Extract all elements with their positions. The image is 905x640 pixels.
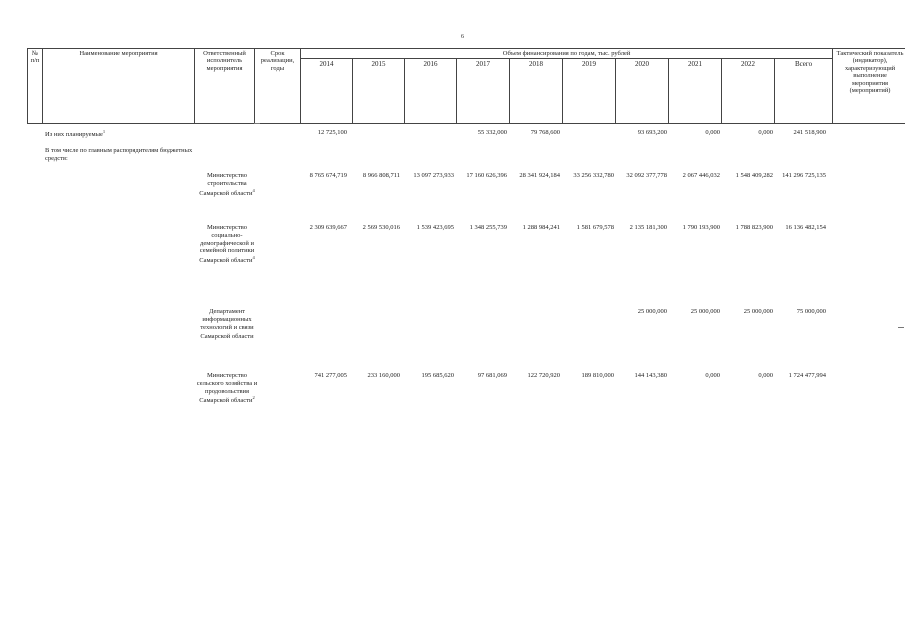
header-executor: Ответственный исполнитель мероприятия xyxy=(195,49,255,124)
year-header: 2020 xyxy=(616,59,669,124)
value-cell: 16 136 482,154 xyxy=(785,224,826,231)
value-cell: 2 309 639,667 xyxy=(309,224,347,231)
value-cell: 1 548 409,282 xyxy=(735,172,773,179)
header-funding: Объем финансирования по годам, тыс. рублей xyxy=(301,49,833,59)
planned-label: Из них планируемые$^1$ xyxy=(45,129,106,139)
value-cell: 8 966 808,711 xyxy=(362,172,400,179)
header-num: № п/п xyxy=(28,49,43,124)
value-cell: 122 720,920 xyxy=(527,372,560,379)
value-cell: 8 765 674,719 xyxy=(309,172,347,179)
year-header: 2022 xyxy=(722,59,775,124)
year-header: 2015 xyxy=(353,59,405,124)
value-cell: 25 000,000 xyxy=(743,308,773,315)
value-cell: 25 000,000 xyxy=(690,308,720,315)
value-cell: 33 256 332,780 xyxy=(573,172,614,179)
header-name: Наименование мероприятия xyxy=(43,49,195,124)
value-cell: 13 097 273,933 xyxy=(413,172,454,179)
value-cell: 0,000 xyxy=(758,372,773,379)
year-header: 2017 xyxy=(457,59,510,124)
year-header: 2021 xyxy=(669,59,722,124)
value-cell: 55 332,000 xyxy=(477,129,507,136)
value-cell: 32 092 377,778 xyxy=(626,172,667,179)
value-cell: 1 348 255,739 xyxy=(469,224,507,231)
budget-label: В том числе по главным распорядителям бюджетных средств: xyxy=(45,147,193,162)
value-cell: 12 725,100 xyxy=(317,129,347,136)
value-cell: 144 143,380 xyxy=(634,372,667,379)
value-cell: 195 685,620 xyxy=(421,372,454,379)
value-cell: 241 518,900 xyxy=(793,129,826,136)
year-header: Всего xyxy=(775,59,833,124)
value-cell: 0,000 xyxy=(705,372,720,379)
value-cell: 1 724 477,994 xyxy=(788,372,826,379)
org-it: Департамент информационных технологий и связи Самарской области xyxy=(200,308,254,341)
header-table xyxy=(27,48,905,124)
year-header: 2014 xyxy=(301,59,353,124)
value-cell: 75 000,000 xyxy=(796,308,826,315)
value-cell: 1 788 823,900 xyxy=(735,224,773,231)
value-cell: 1 288 984,241 xyxy=(522,224,560,231)
value-cell: 2 135 181,300 xyxy=(629,224,667,231)
year-header: 2018 xyxy=(510,59,563,124)
value-cell: 17 160 626,396 xyxy=(466,172,507,179)
value-cell: 141 296 725,135 xyxy=(782,172,826,179)
org-agriculture: Министерство сельского хозяйства и продовольствия Самарской области$^2$ xyxy=(196,372,258,405)
header-period: Срок реализации, годы xyxy=(255,49,301,124)
year-header: 2019 xyxy=(563,59,616,124)
value-cell: 2 067 446,032 xyxy=(682,172,720,179)
value-cell: 1 539 423,695 xyxy=(416,224,454,231)
value-cell: 1 790 193,900 xyxy=(682,224,720,231)
value-cell: 0,000 xyxy=(705,129,720,136)
value-cell: 28 341 924,184 xyxy=(519,172,560,179)
value-cell: 79 768,600 xyxy=(530,129,560,136)
value-cell: 741 277,005 xyxy=(314,372,347,379)
org-construction: Министерство строительства Самарской области$^4$ xyxy=(199,172,255,197)
header-indicator: Тактический показатель (индикатор), характеризующий выполнение мероприятия (мероприятий) xyxy=(833,49,905,124)
value-cell: 189 810,000 xyxy=(581,372,614,379)
year-header: 2016 xyxy=(405,59,457,124)
value-cell: 93 693,200 xyxy=(637,129,667,136)
page-number: 6 xyxy=(461,34,464,40)
value-cell: 25 000,000 xyxy=(637,308,667,315)
value-cell: 0,000 xyxy=(758,129,773,136)
value-cell: 2 569 530,016 xyxy=(362,224,400,231)
value-cell: 1 581 679,578 xyxy=(576,224,614,231)
value-cell: 233 160,000 xyxy=(367,372,400,379)
org-social: Министерство социально-демографической и семейной политики Самарской области$^4$ xyxy=(199,224,255,265)
value-cell: 97 681,069 xyxy=(477,372,507,379)
